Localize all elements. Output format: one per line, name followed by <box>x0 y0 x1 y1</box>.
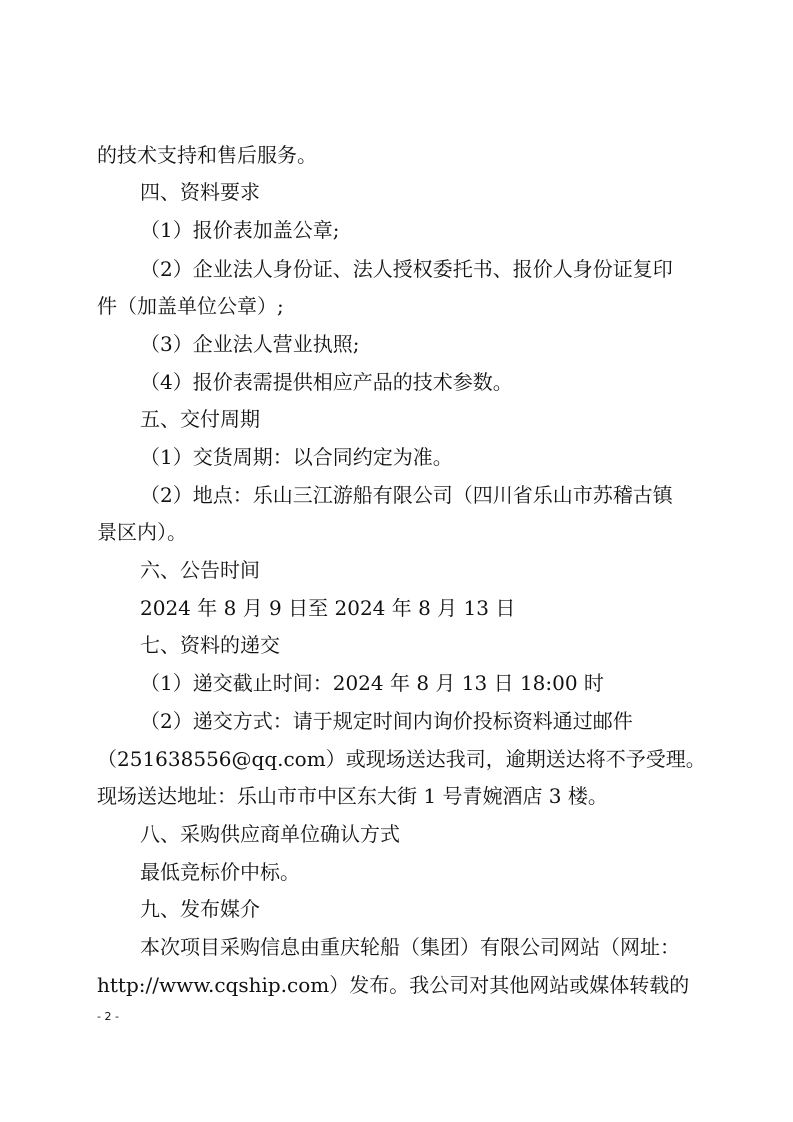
text-line: （3）企业法人营业执照; <box>140 332 360 356</box>
text-line: 本次项目采购信息由重庆轮船（集团）有限公司网站（网址： <box>140 935 680 959</box>
text-line: （4）报价表需提供相应产品的技术参数。 <box>140 370 513 394</box>
text-line: （251638556@qq.com）或现场送达我司，逾期送达将不予受理。 <box>97 747 706 771</box>
text-line: 现场送达地址：乐山市市中区东大街 1 号青婉酒店 3 楼。 <box>97 784 608 808</box>
text-line: （1）报价表加盖公章; <box>140 218 340 242</box>
page-number: - 2 - <box>97 1010 119 1023</box>
section-heading-materials: 四、资料要求 <box>140 180 260 204</box>
text-line: 的技术支持和售后服务。 <box>97 143 317 167</box>
section-heading-submission: 七、资料的递交 <box>140 633 280 657</box>
text-line: （1）递交截止时间：2024 年 8 月 13 日 18:00 时 <box>140 671 604 695</box>
text-line: 件（加盖单位公章）; <box>97 294 284 318</box>
text-line: 2024 年 8 月 9 日至 2024 年 8 月 13 日 <box>140 596 516 620</box>
text-line: 最低竞标价中标。 <box>140 860 300 884</box>
text-line: http://www.cqship.com）发布。我公司对其他网站或媒体转载的 <box>97 973 690 997</box>
section-heading-delivery: 五、交付周期 <box>140 407 260 431</box>
section-heading-announcement-time: 六、公告时间 <box>140 558 260 582</box>
text-line: （2）递交方式：请于规定时间内询价投标资料通过邮件 <box>140 709 633 733</box>
text-line: （1）交货周期：以合同约定为准。 <box>140 445 453 469</box>
section-heading-media: 九、发布媒介 <box>140 897 260 921</box>
text-line: （2）企业法人身份证、法人授权委托书、报价人身份证复印 <box>140 257 673 281</box>
section-heading-confirmation: 八、采购供应商单位确认方式 <box>140 822 400 846</box>
text-line: 景区内）。 <box>97 520 187 544</box>
text-line: （2）地点：乐山三江游船有限公司（四川省乐山市苏稽古镇 <box>140 483 673 507</box>
